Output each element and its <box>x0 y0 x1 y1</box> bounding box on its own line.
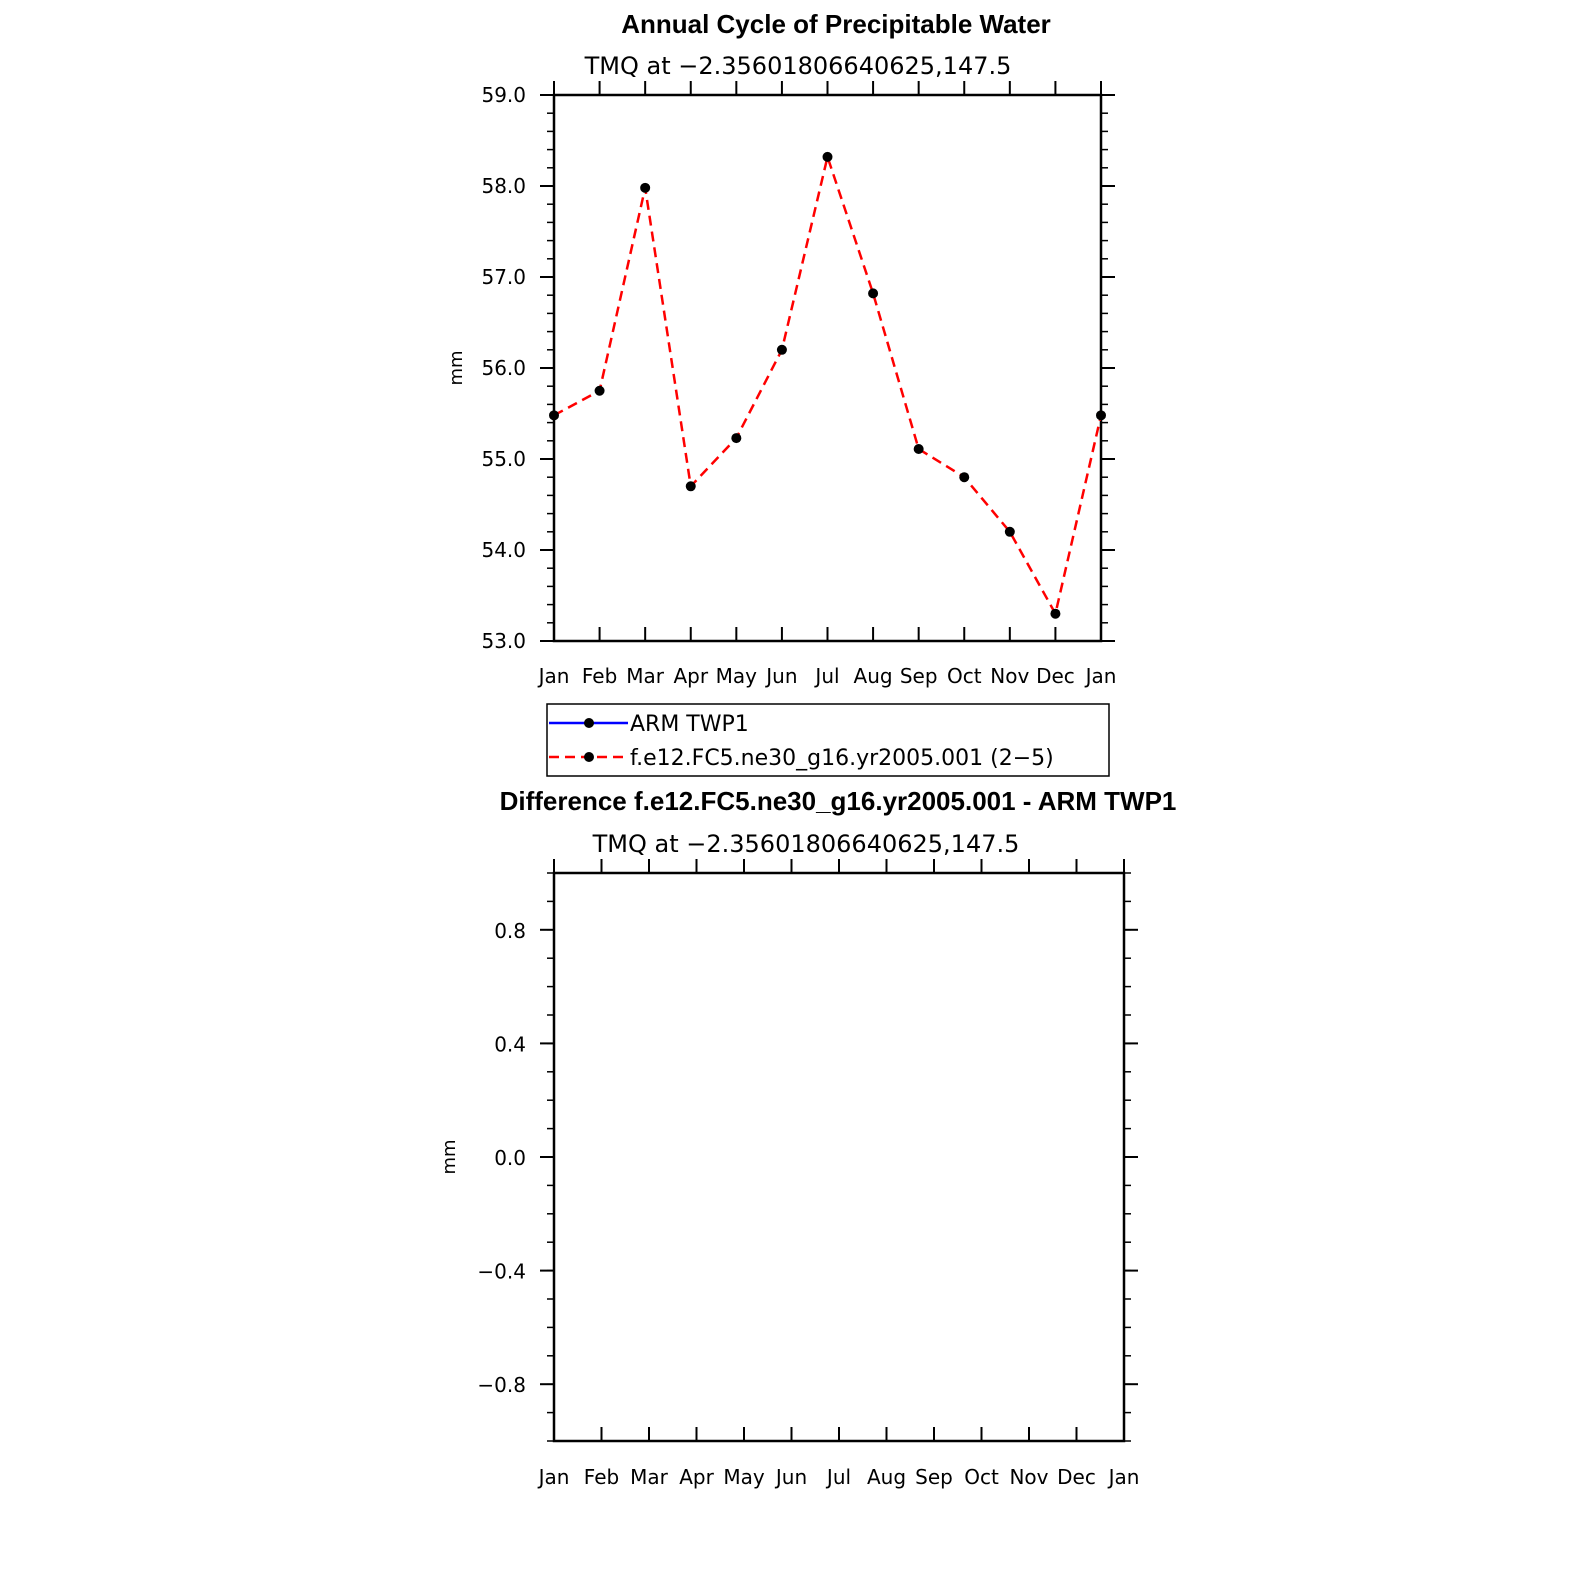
x-tick-label: Oct <box>964 1465 999 1489</box>
series-line <box>554 157 1101 614</box>
y-tick-label: 55.0 <box>481 447 526 471</box>
x-tick-label: Dec <box>1057 1465 1096 1489</box>
data-point <box>1050 609 1060 619</box>
x-tick-label: May <box>723 1465 765 1489</box>
chart-subtitle: TMQ at −2.35601806640625,147.5 <box>592 830 1020 858</box>
y-tick-label: −0.4 <box>477 1259 526 1284</box>
legend-marker-arm <box>584 718 594 728</box>
x-tick-label: Apr <box>679 1465 714 1489</box>
plot-frame <box>554 95 1101 641</box>
y-tick-label: 0.8 <box>494 918 526 943</box>
x-tick-label: Jan <box>538 664 570 688</box>
y-tick-labels <box>477 919 526 1397</box>
x-tick-label: Oct <box>946 664 982 688</box>
y-axis-label: mm <box>446 350 467 386</box>
x-tick-label: Dec <box>1036 664 1075 688</box>
y-tick-labels <box>481 83 526 653</box>
y-tick-label: 54.0 <box>481 538 526 562</box>
plot-frame <box>554 873 1124 1441</box>
x-tick-label: Sep <box>915 1465 953 1489</box>
axis-ticks <box>540 81 1115 641</box>
y-tick-label: 58.0 <box>481 174 526 198</box>
axis-ticks <box>540 859 1138 1441</box>
x-tick-label: Jan <box>1085 664 1117 688</box>
chart-title: Annual Cycle of Precipitable Water <box>621 9 1051 39</box>
x-tick-label: Jul <box>815 664 840 688</box>
data-point <box>595 386 605 396</box>
x-tick-label: Nov <box>1009 1465 1049 1489</box>
y-tick-label: 0.4 <box>494 1032 526 1057</box>
x-tick-label: May <box>715 664 758 688</box>
x-tick-label: Aug <box>853 664 893 688</box>
y-tick-label: 59.0 <box>481 83 526 107</box>
y-tick-label: −0.8 <box>477 1373 526 1398</box>
legend-marker-model <box>584 752 594 762</box>
legend <box>547 704 1109 776</box>
annual-cycle-chart <box>446 9 1116 688</box>
x-tick-label: Jun <box>766 664 798 688</box>
x-tick-label: Mar <box>626 664 665 688</box>
legend-label-arm: ARM TWP1 <box>630 712 749 737</box>
x-tick-label: Feb <box>583 1465 620 1489</box>
data-point <box>959 472 969 482</box>
x-tick-label: Apr <box>673 664 709 688</box>
y-tick-label: 57.0 <box>481 265 526 289</box>
x-tick-label: Jan <box>538 1465 570 1489</box>
y-axis-label: mm <box>439 1139 460 1175</box>
data-point <box>868 288 878 298</box>
x-tick-label: Feb <box>581 664 618 688</box>
data-point <box>640 183 650 193</box>
data-point <box>686 481 696 491</box>
series-layer <box>549 152 1106 619</box>
x-tick-label: Aug <box>866 1465 907 1489</box>
x-tick-label: Jan <box>1108 1465 1140 1489</box>
x-tick-label: Nov <box>990 664 1030 688</box>
data-point <box>777 345 787 355</box>
data-point <box>549 410 559 420</box>
x-tick-label: Sep <box>899 664 938 688</box>
x-tick-label: Jun <box>775 1465 808 1489</box>
y-tick-label: 53.0 <box>481 629 526 653</box>
y-tick-label: 56.0 <box>481 356 526 380</box>
legend-label-model: f.e12.FC5.ne30_g16.yr2005.001 (2−5) <box>630 746 1054 771</box>
chart-subtitle: TMQ at −2.35601806640625,147.5 <box>584 52 1012 80</box>
data-point <box>731 433 741 443</box>
data-point <box>1005 527 1015 537</box>
y-tick-label: 0.0 <box>494 1146 526 1170</box>
x-tick-label: Jul <box>826 1465 852 1489</box>
x-tick-label: Mar <box>630 1465 668 1489</box>
data-point <box>823 152 833 162</box>
x-tick-labels <box>537 1465 1140 1489</box>
data-point <box>914 444 924 454</box>
data-point <box>1096 410 1106 420</box>
difference-chart <box>439 786 1176 1489</box>
chart-title: Difference f.e12.FC5.ne30_g16.yr2005.001 - ARM TWP1 <box>499 786 1177 816</box>
x-tick-labels <box>537 664 1117 688</box>
